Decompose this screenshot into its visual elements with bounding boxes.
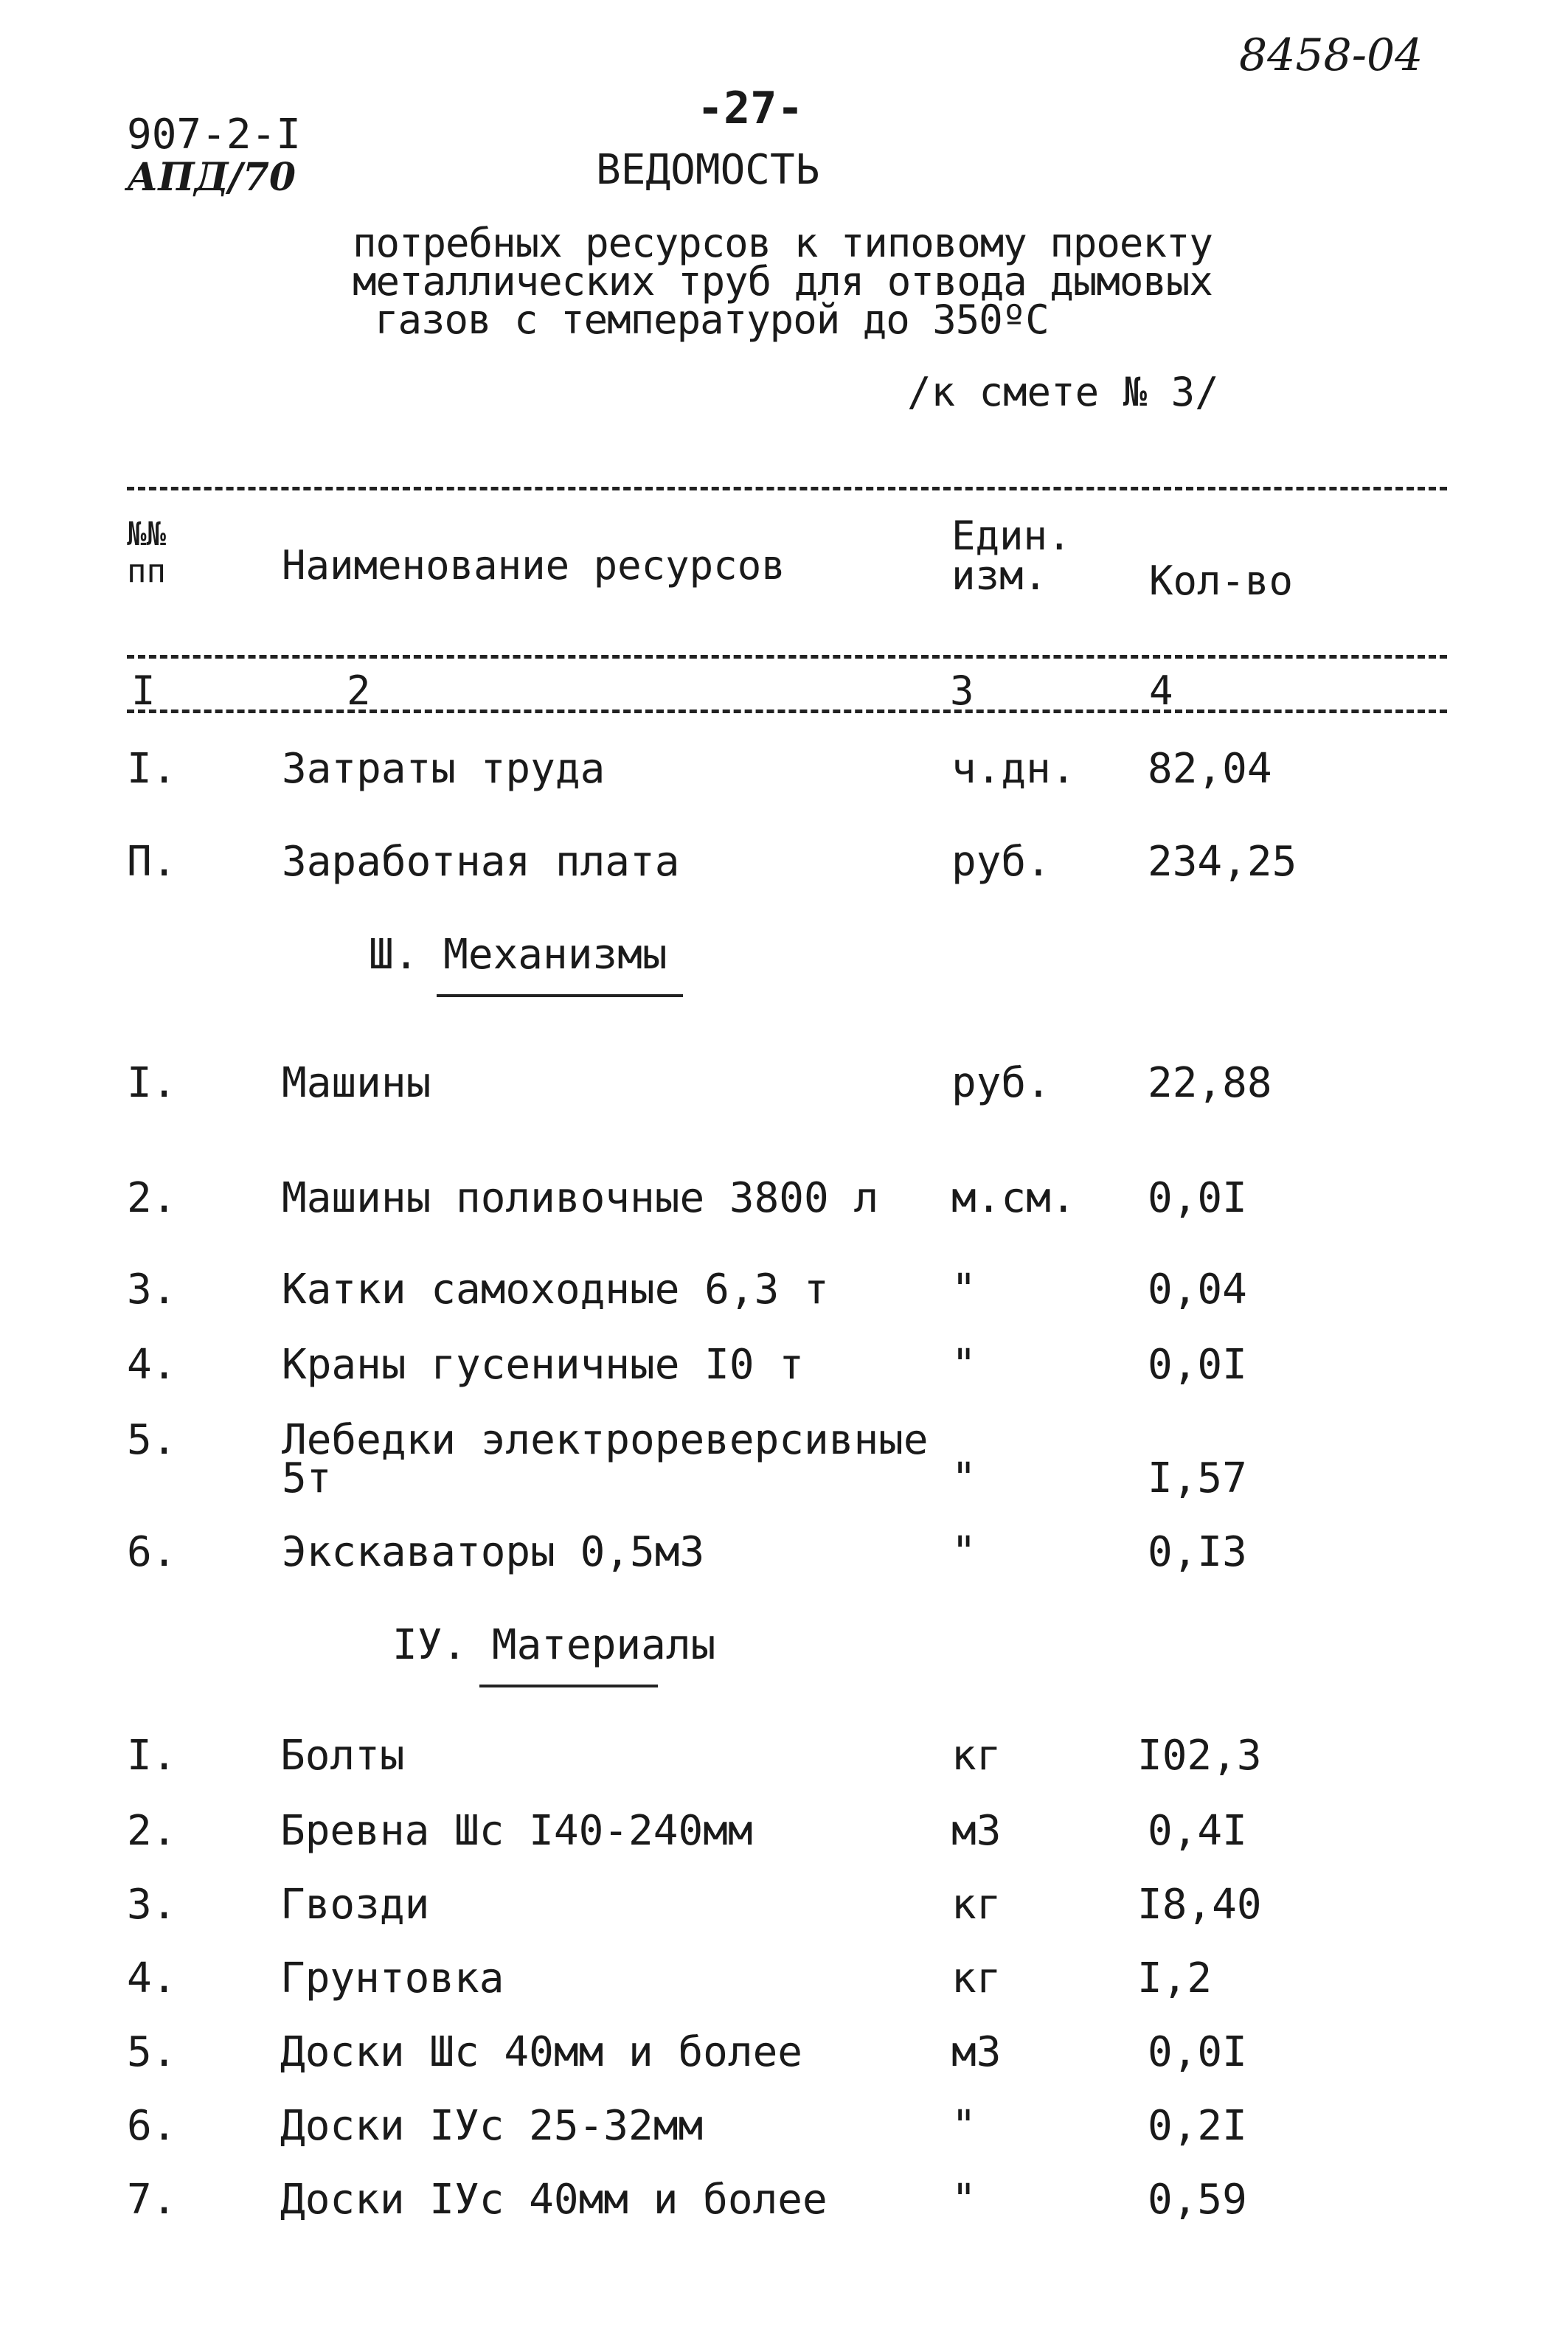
row-name: Лебедки электрореверсивные (282, 1416, 929, 1464)
col-qty-header: Кол-во (1149, 558, 1294, 604)
row-name: Болты (280, 1732, 405, 1780)
row-name: Бревна Шс I40-240мм (280, 1807, 753, 1855)
col-num-header (127, 516, 166, 590)
row-num: 3. (127, 1881, 177, 1929)
row-qty: 0,0I (1148, 1341, 1247, 1389)
row-name: Машины (282, 1059, 431, 1107)
row-qty: 0,4I (1148, 1807, 1247, 1855)
row-qty: I,2 (1137, 1954, 1213, 2002)
handwritten-doc-number: 8458-04 (1239, 30, 1423, 81)
row-unit: " (951, 2102, 976, 2150)
row-num: П. (127, 838, 177, 886)
row-unit: ч.дн. (951, 745, 1076, 793)
handwritten-mark: АПД/70 (127, 155, 296, 200)
section-underline-mechanisms (437, 994, 683, 997)
row-qty: 0,59 (1148, 2176, 1247, 2224)
row-name: Гвозди (280, 1881, 430, 1929)
row-num: 2. (127, 1174, 177, 1222)
row-qty: 82,04 (1148, 745, 1272, 793)
row-qty: I8,40 (1137, 1881, 1262, 1929)
row-qty: 0,0I (1148, 1174, 1247, 1222)
table-index-rule (127, 710, 1447, 713)
row-num: 3. (127, 1266, 177, 1314)
col-unit-line1: Един. (951, 513, 1072, 559)
row-unit: кг (951, 1881, 1002, 1929)
row-num: 6. (127, 1528, 177, 1576)
section-underline-materials (479, 1685, 658, 1687)
row-name: Катки самоходные 6,3 т (282, 1266, 829, 1314)
row-name: Краны гусеничные I0 т (282, 1341, 805, 1389)
row-name: Машины поливочные 3800 л (282, 1174, 879, 1222)
row-unit: м.см. (951, 1174, 1076, 1222)
row-unit: кг (951, 1732, 1002, 1780)
row-qty: I02,3 (1137, 1732, 1262, 1780)
col-index-2: 2 (347, 667, 371, 714)
row-qty: 0,I3 (1148, 1528, 1247, 1576)
row-unit: руб. (951, 838, 1051, 886)
row-num: I. (127, 1059, 177, 1107)
row-num: I. (127, 1732, 177, 1780)
col-unit-header (951, 513, 1072, 599)
table-top-rule (127, 487, 1447, 490)
col-index-3: 3 (950, 667, 974, 714)
row-qty: I,57 (1148, 1454, 1247, 1502)
row-unit: " (951, 1454, 976, 1502)
row-num: 4. (127, 1341, 177, 1389)
row-unit: " (951, 1341, 976, 1389)
section-title-mechanisms: Ш. Механизмы (369, 931, 667, 979)
row-num: 5. (127, 1416, 177, 1464)
section-title-materials-visible: IУ. Материалы (392, 1621, 716, 1669)
row-name: Заработная плата (282, 838, 680, 886)
subtitle-line-1: потребных ресурсов к типовому проекту (353, 220, 1213, 266)
col-name-header: Наименование ресурсов (282, 542, 785, 589)
row-name: Доски Шс 40мм и более (280, 2028, 803, 2076)
row-qty: 22,88 (1148, 1059, 1272, 1107)
col-num-line2: пп (127, 552, 166, 590)
col-num-line1: №№ (127, 516, 166, 553)
row-name: Экскаваторы 0,5м3 (282, 1528, 705, 1576)
row-num: 2. (127, 1807, 177, 1855)
table-header-rule (127, 655, 1447, 659)
subtitle-line-3: газов с температурой до 350ºС (375, 296, 1049, 343)
row-unit: " (951, 1528, 976, 1576)
subtitle-line-2: металлических труб для отвода дымовых (353, 258, 1213, 305)
row-name: Грунтовка (280, 1954, 504, 2002)
page-title: ВЕДОМОСТЬ (596, 146, 820, 194)
row-unit: руб. (951, 1059, 1051, 1107)
col-unit-line2: изм. (951, 552, 1048, 599)
col-index-1: I (131, 667, 156, 714)
row-num: 4. (127, 1954, 177, 2002)
row-qty: 0,0I (1148, 2028, 1247, 2076)
page-number: -27- (697, 83, 804, 134)
row-num: I. (127, 745, 177, 793)
row-unit: " (951, 2176, 976, 2224)
row-num: 7. (127, 2176, 177, 2224)
row-num: 5. (127, 2028, 177, 2076)
col-index-4: 4 (1149, 667, 1173, 714)
doc-code: 907-2-I (127, 111, 302, 159)
row-unit: м3 (951, 2028, 1002, 2076)
row-qty: 0,04 (1148, 1266, 1247, 1314)
row-name: Затраты труда (282, 745, 606, 793)
row-name-continued: 5т (282, 1454, 332, 1502)
estimate-reference: /к смете № 3/ (907, 369, 1219, 415)
row-unit: кг (951, 1954, 1002, 2002)
row-qty: 0,2I (1148, 2102, 1247, 2150)
row-qty: 234,25 (1148, 838, 1297, 886)
row-name: Доски IУс 25-32мм (280, 2102, 704, 2150)
row-unit: м3 (951, 1807, 1002, 1855)
row-num: 6. (127, 2102, 177, 2150)
row-name: Доски IУс 40мм и более (280, 2176, 828, 2224)
row-unit: " (951, 1266, 976, 1314)
